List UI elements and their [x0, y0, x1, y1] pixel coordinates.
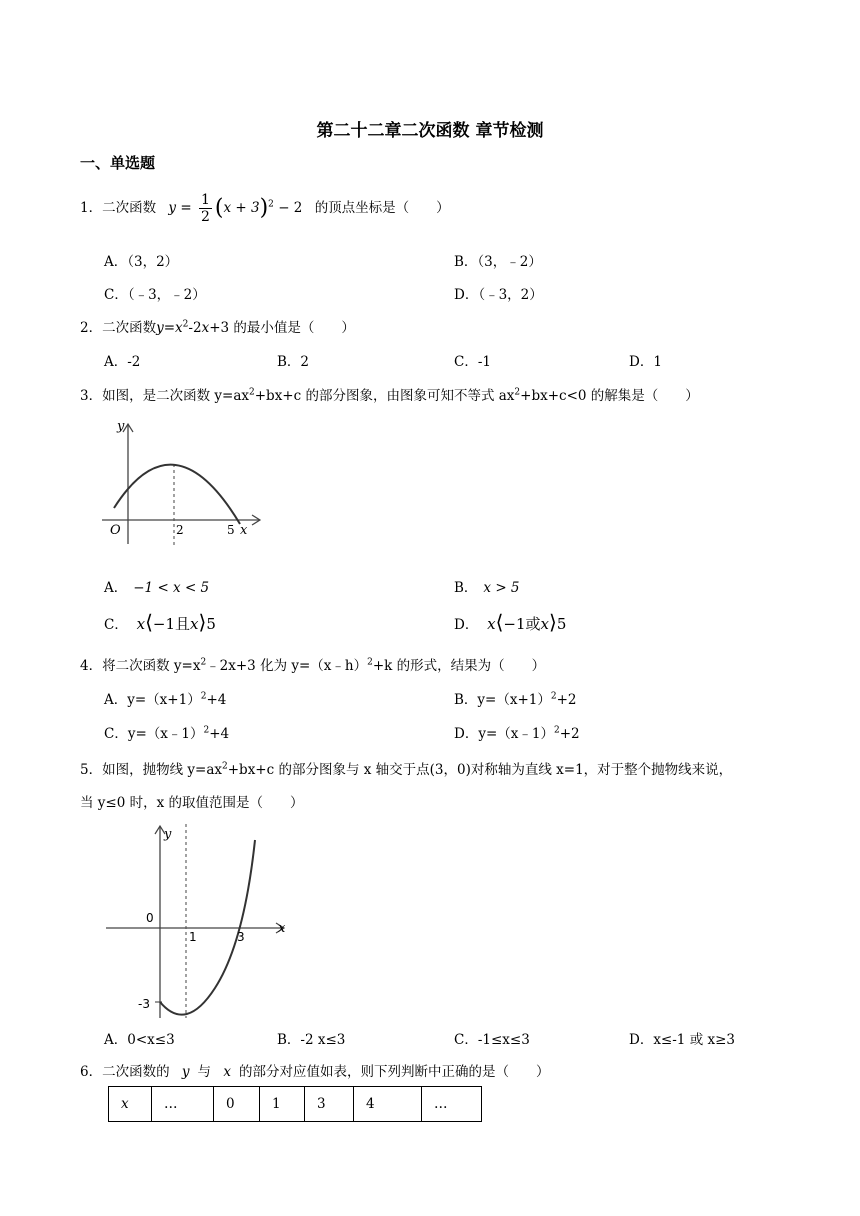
q3-c-connector: 且: [175, 615, 191, 633]
q3-parabola-graph: [100, 412, 270, 548]
value-table: [108, 1086, 482, 1122]
q3-option-c-label: C．: [104, 617, 128, 633]
q3-option-a-label: A．: [104, 580, 128, 596]
table-cell-x-header: x: [109, 1087, 152, 1122]
q5-y-label: y: [164, 827, 172, 842]
q3-d-left-angle: ⟨: [495, 610, 504, 634]
q4-d-label: D．y=（x﹣1）: [454, 726, 554, 742]
q3-option-a[interactable]: [104, 576, 209, 596]
question-5-text-a: 如图，抛物线 y=ax: [102, 762, 222, 778]
q5-option-b[interactable]: B．-2 x≤3: [277, 1032, 346, 1048]
q5-parabola-graph: [100, 818, 300, 1024]
q1-option-b[interactable]: B．（3，﹣2）: [454, 254, 542, 270]
q4-b-label: B．y=（x+1）: [454, 692, 551, 708]
fraction-half: [199, 192, 212, 225]
q5-origin-label: 0: [146, 911, 154, 925]
table-cell: 4: [354, 1087, 422, 1122]
question-6-text-a: 二次函数的: [102, 1064, 170, 1080]
table-cell: 0: [214, 1087, 260, 1122]
q2-x1: x: [175, 320, 183, 336]
question-5-text-b: +bx+c 的部分图象与 x 轴交于点(3，0)对称轴为直线 x=1，对于整个抛物线来说，: [227, 762, 733, 778]
q4-a-exp: 2: [200, 691, 207, 702]
q4-d-tail: +2: [559, 726, 580, 742]
question-4-text-a: 将二次函数 y=x: [102, 658, 201, 674]
q1-option-c[interactable]: C．（﹣3，﹣2）: [104, 287, 206, 303]
q3-option-b-math: x > 5: [483, 580, 520, 596]
table-cell: …: [422, 1087, 482, 1122]
exponent: 2: [268, 199, 274, 210]
question-5-number: 5．: [80, 762, 103, 778]
question-5-line-1: [80, 758, 732, 778]
page-title: 第二十二章二次函数 章节检测: [316, 121, 544, 141]
question-4-text-b: ﹣2x+3 化为 y=（x﹣h）: [206, 658, 368, 674]
q4-c-exp: 2: [203, 725, 210, 736]
formula-eq: =: [180, 200, 192, 216]
q4-a-label: A．y=（x+1）: [104, 692, 201, 708]
question-2-text-b: +3 的最小值是（ ）: [209, 320, 355, 336]
q5-parabola-curve: [160, 840, 255, 1015]
question-3: [80, 384, 699, 404]
q3-option-d[interactable]: [454, 610, 566, 634]
q5-option-d[interactable]: D．x≤-1 或 x≥3: [629, 1032, 735, 1048]
question-3-number: 3．: [80, 388, 103, 404]
question-4: [80, 654, 545, 674]
formula-y: y: [168, 200, 177, 216]
q6-y: y: [181, 1064, 190, 1080]
q3-d-left-value: −1: [503, 615, 526, 633]
q4-d-exp: 2: [553, 725, 560, 736]
q5-tick-3-label: 3: [237, 930, 245, 944]
q3-tick-2: 2: [176, 523, 184, 537]
q3-parabola-curve: [114, 465, 240, 524]
q3-exponent-1: 2: [249, 387, 255, 398]
q3-c-x: x: [136, 615, 146, 633]
q4-a-tail: +4: [206, 692, 227, 708]
q4-option-c[interactable]: [104, 722, 229, 742]
q5-tick-1-label: 1: [189, 930, 197, 944]
q3-option-b[interactable]: [454, 576, 520, 596]
question-3-text-b: +bx+c 的部分图象，由图象可知不等式 ax: [254, 388, 515, 404]
q4-option-d[interactable]: [454, 722, 580, 742]
question-1-number: 1．: [80, 200, 103, 216]
question-2-number: 2．: [80, 320, 103, 336]
question-5-line-2: 当 y≤0 时，x 的取值范围是（ ）: [80, 795, 304, 811]
q3-origin-label: O: [110, 523, 121, 538]
q5-tick-neg3-label: -3: [138, 997, 150, 1011]
q4-exponent-1: 2: [200, 657, 207, 668]
q2-option-b[interactable]: B．2: [277, 354, 310, 370]
q3-c-left-angle: ⟨: [145, 610, 153, 634]
q1-option-a[interactable]: A．（3，2）: [104, 254, 179, 270]
question-2: [80, 316, 355, 336]
q2-option-a[interactable]: A．-2: [104, 354, 141, 370]
question-2-text-a: 二次函数: [102, 320, 157, 336]
table-cell: 3: [305, 1087, 354, 1122]
q1-option-d[interactable]: D．（﹣3，2）: [454, 287, 543, 303]
question-1-suffix: 的顶点坐标是（ ）: [314, 200, 450, 216]
table-cell: …: [152, 1087, 214, 1122]
section-heading: 一、单选题: [80, 154, 156, 172]
formula-tail: − 2: [278, 200, 303, 216]
q4-b-tail: +2: [556, 692, 577, 708]
q3-d-x: x: [487, 615, 496, 633]
q6-x: x: [223, 1064, 231, 1080]
q2-option-d[interactable]: D．1: [629, 354, 662, 370]
q3-c-right-angle: ⟩: [198, 610, 207, 634]
question-1-prefix: 二次函数: [102, 200, 157, 216]
q4-option-a[interactable]: [104, 688, 226, 708]
question-3-text-a: 如图，是二次函数 y=ax: [102, 388, 249, 404]
q3-d-x2: x: [540, 615, 549, 633]
question-6: [80, 1060, 549, 1080]
q4-c-tail: +4: [209, 726, 230, 742]
table-cell: 1: [260, 1087, 305, 1122]
q5-exponent: 2: [222, 761, 228, 772]
fraction-numerator: 1: [200, 192, 210, 208]
q3-d-right-angle: ⟩: [549, 610, 557, 634]
left-paren: (: [214, 195, 224, 221]
q3-exponent-2: 2: [514, 387, 521, 398]
q2-eq: =: [163, 320, 176, 336]
q3-option-c[interactable]: [104, 610, 216, 634]
q2-option-c[interactable]: C．-1: [454, 354, 491, 370]
fraction-denominator: 2: [200, 209, 210, 225]
q2-y: y: [156, 320, 164, 336]
q2-x2: x: [201, 320, 210, 336]
q4-option-b[interactable]: [454, 688, 577, 708]
q3-c-x2: x: [190, 615, 199, 633]
q3-option-b-label: B．: [454, 580, 478, 596]
question-4-number: 4．: [80, 658, 103, 674]
right-paren: ): [259, 195, 269, 221]
q5-option-a[interactable]: A．0<x≤3: [104, 1032, 175, 1048]
q3-option-a-math: −1 < x < 5: [133, 580, 210, 596]
question-1-formula: [168, 192, 306, 225]
q4-exponent-2: 2: [367, 657, 373, 668]
q3-option-d-label: D．: [454, 617, 479, 633]
q3-c-right-value: 5: [206, 615, 216, 633]
question-6-text-c: 的部分对应值如表，则下列判断中正确的是（ ）: [238, 1064, 550, 1080]
paren-body: x + 3: [223, 200, 260, 216]
question-6-text-b: 与: [197, 1064, 212, 1080]
q5-x-label: x: [278, 921, 286, 936]
q3-x-label: x: [240, 523, 248, 538]
q2-mid: -2: [188, 320, 202, 336]
q3-y-label: y: [117, 419, 125, 434]
q5-option-c[interactable]: C．-1≤x≤3: [454, 1032, 530, 1048]
q3-tick-5: 5: [227, 523, 235, 537]
question-3-text-c: +bx+c<0 的解集是（ ）: [520, 388, 699, 404]
q2-exponent: 2: [182, 319, 189, 330]
q3-c-left-value: −1: [152, 615, 176, 633]
question-4-text-c: +k 的形式，结果为（ ）: [372, 658, 546, 674]
q4-c-label: C．y=（x﹣1）: [104, 726, 204, 742]
q3-d-right-value: 5: [556, 615, 567, 633]
table-row: [109, 1087, 482, 1122]
question-6-number: 6．: [80, 1064, 103, 1080]
q3-d-connector: 或: [525, 615, 541, 633]
q4-b-exp: 2: [550, 691, 557, 702]
question-1: [80, 188, 450, 228]
